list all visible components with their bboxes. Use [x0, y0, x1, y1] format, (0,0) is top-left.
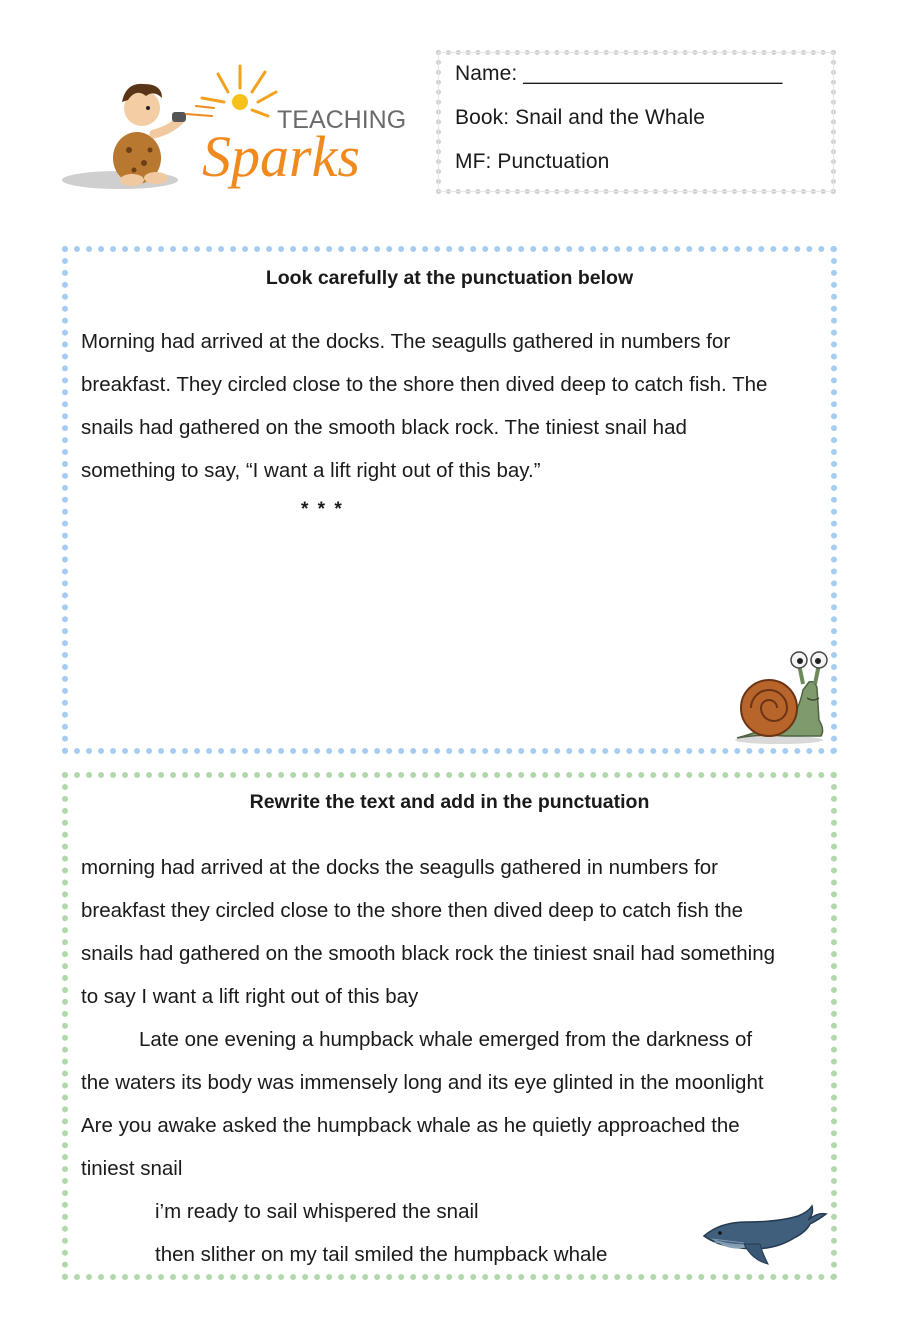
text-line: tiniest snail: [81, 1157, 183, 1180]
teaching-sparks-logo: [62, 58, 422, 198]
logo-text-top: TEACHING: [277, 106, 407, 134]
name-field-label[interactable]: Name: ______________________: [455, 62, 783, 85]
text-line: snails had gathered on the smooth black rock the tiniest snail had something: [81, 942, 775, 965]
text-line: Are you awake asked the humpback whale as he quietly approached the: [81, 1114, 740, 1137]
logo-text-bottom: Sparks: [202, 124, 360, 189]
student-info-box: [436, 50, 836, 194]
text-line: breakfast. They circled close to the shore then dived deep to catch fish. The: [81, 373, 768, 396]
punctuated-text-box: [62, 246, 837, 754]
section2-title: Rewrite the text and add in the punctuation: [249, 791, 650, 813]
rewrite-text-box: [62, 772, 837, 1280]
text-line: then slither on my tail smiled the humpback whale: [155, 1243, 608, 1266]
snail-illustration: [729, 650, 829, 746]
text-line: Late one evening a humpback whale emerged from the darkness of: [139, 1028, 753, 1051]
text-line: morning had arrived at the docks the seagulls gathered in numbers for: [81, 856, 719, 879]
text-line: snails had gathered on the smooth black rock. The tiniest snail had: [81, 416, 687, 439]
book-title: Book: Snail and the Whale: [455, 106, 705, 129]
whale-illustration: [700, 1200, 830, 1270]
text-line: i’m ready to sail whispered the snail: [155, 1200, 479, 1223]
text-line: the waters its body was immensely long and its eye glinted in the moonlight: [81, 1071, 764, 1094]
text-line: breakfast they circled close to the shore then dived deep to catch fish the: [81, 899, 744, 922]
section-break-stars: * * *: [301, 499, 344, 520]
mf-topic: MF: Punctuation: [455, 150, 610, 173]
punctuated-paragraph: [81, 320, 821, 492]
text-line: to say I want a lift right out of this bay: [81, 985, 419, 1008]
section1-title: Look carefully at the punctuation below: [265, 267, 634, 289]
text-line: something to say, “I want a lift right out of this bay.”: [81, 459, 541, 482]
text-line: Morning had arrived at the docks. The seagulls gathered in numbers for: [81, 330, 731, 353]
